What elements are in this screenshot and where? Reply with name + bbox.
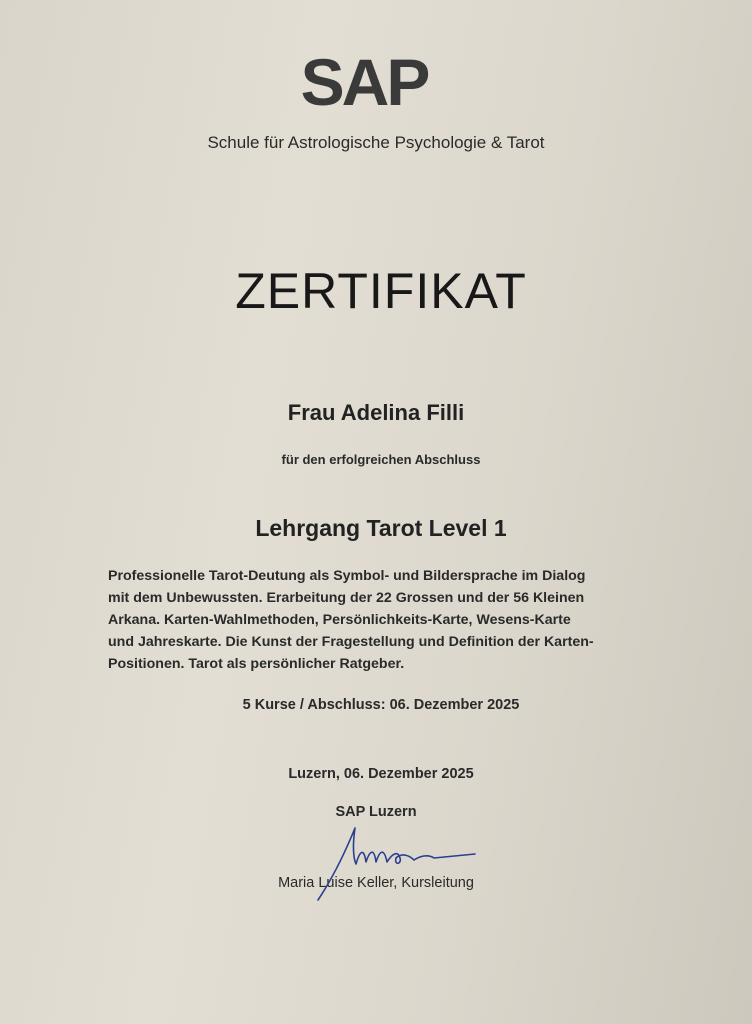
sap-logo-text: SAP	[300, 50, 428, 112]
school-name: Schule für Astrologische Psychologie & Tarot	[207, 133, 545, 152]
institution-name: SAP Luzern	[335, 804, 417, 820]
description-line: Positionen. Tarot als persönlicher Ratgeber.	[108, 656, 405, 672]
course-title: Lehrgang Tarot Level 1	[255, 515, 507, 541]
description-line: mit dem Unbewussten. Erarbeitung der 22 Grossen und der 56 Kleinen	[108, 590, 585, 606]
course-summary: 5 Kurse / Abschluss: 06. Dezember 2025	[242, 697, 520, 713]
description-line: Professionelle Tarot-Deutung als Symbol- und Bildersprache im Dialog	[108, 568, 586, 584]
handwritten-signature	[310, 820, 485, 905]
sap-logo	[274, 50, 454, 112]
place-and-date: Luzern, 06. Dezember 2025	[288, 766, 474, 782]
completion-line: für den erfolgreichen Abschluss	[281, 452, 481, 467]
signer-name: Maria Luise Keller, Kursleitung	[278, 875, 474, 891]
description-line: Arkana. Karten-Wahlmethoden, Persönlichkeits-Karte, Wesens-Karte	[108, 612, 571, 628]
certificate-title: ZERTIFIKAT	[235, 263, 527, 319]
recipient-name: Frau Adelina Filli	[287, 400, 465, 425]
course-description	[108, 565, 660, 675]
description-line: und Jahreskarte. Die Kunst der Fragestellung und Definition der Karten-	[108, 634, 594, 650]
signature-stroke	[318, 828, 475, 900]
